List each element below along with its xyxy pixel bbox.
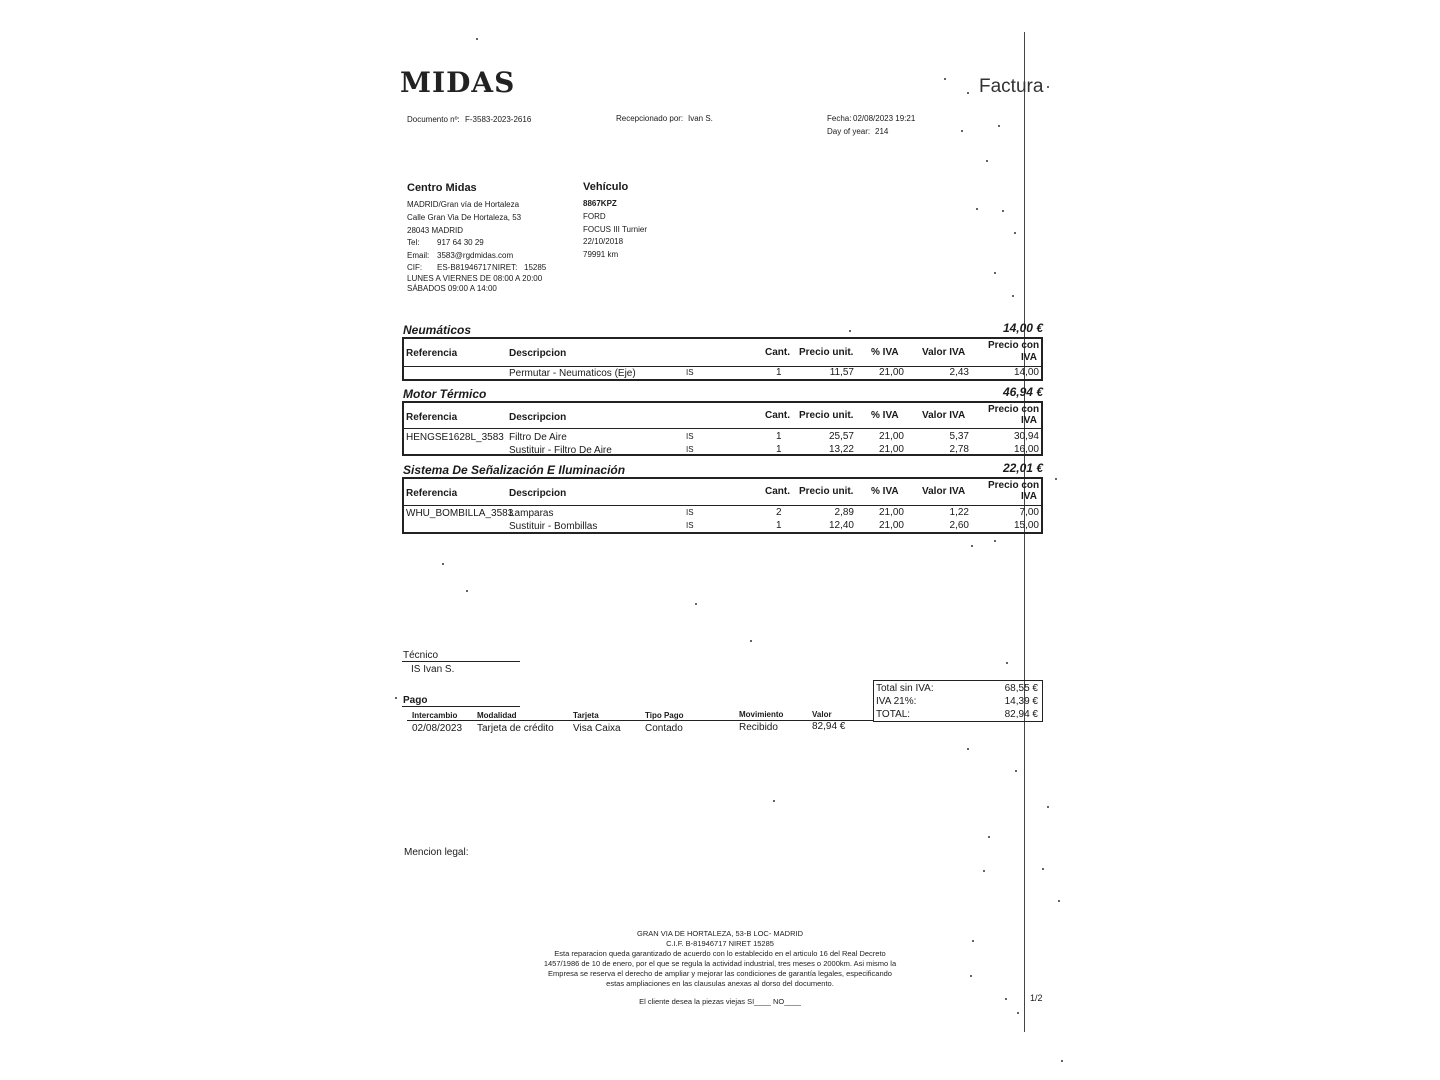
cif-label: CIF: (407, 263, 423, 272)
pago-valor: 82,94 € (812, 721, 846, 732)
scan-speck (849, 330, 851, 332)
pago-movimiento: Recibido (739, 722, 778, 733)
footer-legal-1: Esta reparacion queda garantizado de acuerdo con lo establecido en el articulo 16 del Real Decreto (554, 949, 886, 958)
scan-speck (1058, 900, 1060, 902)
pago-col-tarjeta: Tarjeta (573, 711, 599, 720)
row-code: IS (686, 508, 694, 517)
scan-speck (972, 940, 974, 942)
scan-speck (476, 38, 478, 40)
col-precio-con-iva: IVA (1021, 352, 1037, 363)
scan-speck (971, 545, 973, 547)
footer-piezas: El cliente desea la piezas viejas SI____ NO____ (639, 997, 801, 1006)
scan-speck (695, 603, 697, 605)
row-piva: 21,00 (878, 507, 904, 518)
row-piva: 21,00 (878, 520, 904, 531)
row-code: IS (686, 445, 694, 454)
col-precio: Precio unit. (799, 486, 854, 497)
tecnico-value: IS Ivan S. (411, 664, 455, 675)
col-cant: Cant. (765, 410, 790, 421)
email-value: 3583@rgdmidas.com (437, 251, 514, 260)
centro-line3: 28043 MADRID (407, 226, 464, 235)
row-total: 30,94 (1013, 431, 1039, 442)
row-precio: 12,40 (828, 520, 854, 531)
scan-speck (1002, 210, 1004, 212)
documento-label: Documento nº: (407, 115, 460, 124)
scan-speck (967, 92, 969, 94)
tecnico-underline (402, 661, 520, 662)
total-sin-iva-label: Total sin IVA: (876, 683, 934, 694)
row-desc: Filtro De Aire (509, 432, 567, 443)
scan-speck (773, 800, 775, 802)
row-desc: Sustituir - Filtro De Aire (509, 445, 612, 456)
tel-label: Tel: (407, 238, 420, 247)
pago-col-modalidad: Modalidad (477, 711, 517, 720)
scan-speck (750, 640, 752, 642)
dayofyear-value: 214 (875, 127, 889, 136)
pago-col-movimiento: Movimiento (739, 710, 784, 719)
page-number: 1/2 (1030, 993, 1043, 1003)
row-total: 14,00 (1013, 367, 1039, 378)
col-piva: % IVA (871, 410, 899, 421)
scan-speck (1015, 770, 1017, 772)
col-precio-con-iva: IVA (1021, 415, 1037, 426)
tecnico-label: Técnico (403, 650, 439, 661)
row-cant: 1 (776, 520, 782, 531)
footer-legal-2: 1457/1986 de 10 de enero, por el que se regula la actividad industrial, tres meses o 2000km. Asi mismo la (543, 959, 897, 968)
col-descripcion: Descripcion (509, 412, 567, 423)
scan-speck (994, 540, 996, 542)
row-code: IS (686, 368, 694, 377)
scan-speck (395, 697, 397, 699)
scan-speck (1047, 86, 1049, 88)
pago-label: Pago (403, 695, 428, 706)
col-cant: Cant. (765, 486, 790, 497)
pago-col-tipo: Tipo Pago (645, 711, 684, 720)
col-piva: % IVA (871, 347, 899, 358)
vehicle-model: FOCUS III Turnier (583, 225, 648, 234)
col-precio: Precio unit. (799, 347, 854, 358)
row-desc: Lamparas (509, 508, 554, 519)
col-descripcion: Descripcion (509, 348, 567, 359)
centro-line2: Calle Gran Via De Hortaleza, 53 (407, 213, 522, 222)
pago-modalidad: Tarjeta de crédito (477, 723, 554, 734)
col-precio-con: Precio con (988, 340, 1040, 351)
row-code: IS (686, 432, 694, 441)
footer-legal-4: estas ampliaciones en las clausulas anexas al dorso del documento. (606, 979, 834, 988)
items-table (402, 401, 1043, 456)
scan-speck (442, 563, 444, 565)
row-precio: 25,57 (828, 431, 854, 442)
scan-speck (1012, 295, 1014, 297)
iva-value: 14,39 € (1004, 696, 1038, 707)
niret-value: 15285 (524, 263, 547, 272)
pago-col-valor: Valor (812, 710, 832, 719)
midas-logo: MIDAS (400, 66, 516, 99)
row-piva: 21,00 (878, 444, 904, 455)
col-precio-con: Precio con (988, 480, 1040, 491)
vehicle-brand: FORD (583, 212, 606, 221)
recepcionado-label: Recepcionado por: (616, 114, 684, 123)
scan-speck (967, 748, 969, 750)
total-value: 82,94 € (1004, 709, 1038, 720)
row-valor: 2,78 (949, 444, 969, 455)
total-sin-iva-value: 68,55 € (1004, 683, 1038, 694)
cif-value: ES-B81946717 (437, 263, 492, 272)
col-cant: Cant. (765, 347, 790, 358)
row-valor: 2,43 (949, 367, 969, 378)
col-valor: Valor IVA (922, 410, 966, 421)
row-total: 15,00 (1013, 520, 1039, 531)
row-code: IS (686, 521, 694, 530)
documento-value: F-3583-2023-2616 (465, 115, 532, 124)
row-piva: 21,00 (878, 431, 904, 442)
row-total: 16,00 (1013, 444, 1039, 455)
col-valor: Valor IVA (922, 347, 966, 358)
pago-underline (402, 706, 520, 707)
scan-speck (983, 870, 985, 872)
iva-label: IVA 21%: (876, 696, 917, 707)
section-total: 22,01 € (1002, 461, 1043, 475)
row-precio: 2,89 (834, 507, 854, 518)
hours-saturday: SÁBADOS 09:00 A 14:00 (407, 284, 497, 293)
vehicle-date: 22/10/2018 (583, 237, 624, 246)
recepcionado-value: Ivan S. (688, 114, 713, 123)
section-total: 14,00 € (1002, 321, 1043, 335)
col-precio-con: Precio con (988, 404, 1040, 415)
pago-intercambio: 02/08/2023 (412, 723, 463, 734)
row-desc: Permutar - Neumaticos (Eje) (509, 368, 636, 379)
footer-address: GRAN VIA DE HORTALEZA, 53-B LOC- MADRID (636, 929, 803, 938)
row-precio: 13,22 (828, 444, 854, 455)
row-cant: 1 (776, 367, 782, 378)
col-referencia: Referencia (406, 488, 458, 499)
scan-speck (961, 130, 963, 132)
col-piva: % IVA (871, 486, 899, 497)
scan-speck (1006, 662, 1008, 664)
section-title: Motor Térmico (403, 387, 487, 401)
footer-legal-3: Empresa se reserva el derecho de ampliar y mejorar las condiciones de garantía legales, especificando (548, 969, 892, 978)
col-precio-con-iva: IVA (1021, 491, 1037, 502)
row-cant: 2 (776, 507, 782, 518)
section-title: Neumáticos (403, 323, 472, 337)
mencion-legal: Mencion legal: (404, 847, 469, 858)
totals-box (873, 680, 1043, 722)
items-table (402, 477, 1043, 534)
row-cant: 1 (776, 444, 782, 455)
scan-speck (1055, 478, 1057, 480)
scan-speck (1014, 232, 1016, 234)
scan-speck (466, 590, 468, 592)
centro-title: Centro Midas (407, 182, 477, 194)
section-title: Sistema De Señalización E Iluminación (403, 463, 626, 477)
pago-col-intercambio: Intercambio (412, 711, 458, 720)
col-precio: Precio unit. (799, 410, 854, 421)
vehicle-km: 79991 km (583, 250, 619, 259)
scan-speck (976, 208, 978, 210)
row-piva: 21,00 (878, 367, 904, 378)
row-ref: HENGSE1628L_3583 (406, 432, 504, 443)
col-referencia: Referencia (406, 348, 458, 359)
pago-tarjeta: Visa Caixa (573, 723, 621, 734)
row-ref: WHU_BOMBILLA_3583 (406, 508, 514, 519)
scan-speck (998, 125, 1000, 127)
fecha-label: Fecha: (827, 114, 852, 123)
niret-label: NIRET: (492, 263, 518, 272)
col-referencia: Referencia (406, 412, 458, 423)
scan-speck (970, 975, 972, 977)
scan-speck (994, 272, 996, 274)
document-title: Factura (979, 76, 1044, 97)
items-table (402, 337, 1043, 381)
email-label: Email: (407, 251, 430, 260)
scan-speck (944, 78, 946, 80)
scan-speck (1017, 1012, 1019, 1014)
row-total: 7,00 (1019, 507, 1039, 518)
scan-speck (986, 160, 988, 162)
dayofyear-label: Day of year: (827, 127, 871, 136)
row-valor: 1,22 (949, 507, 969, 518)
tel-value: 917 64 30 29 (437, 238, 484, 247)
scan-speck (988, 836, 990, 838)
scan-speck (1047, 806, 1049, 808)
col-valor: Valor IVA (922, 486, 966, 497)
pago-header-underline (407, 720, 873, 721)
total-label: TOTAL: (876, 709, 911, 720)
vehicle-plate: 8867KPZ (583, 199, 617, 208)
vehiculo-title: Vehículo (583, 181, 629, 193)
row-desc: Sustituir - Bombillas (509, 521, 598, 532)
col-descripcion: Descripcion (509, 488, 567, 499)
scan-speck (1042, 868, 1044, 870)
row-valor: 5,37 (949, 431, 969, 442)
scan-speck (1005, 998, 1007, 1000)
scan-speck (1061, 1060, 1063, 1062)
section-total: 46,94 € (1002, 385, 1043, 399)
centro-line1: MADRID/Gran vía de Hortaleza (407, 200, 520, 209)
footer-cif: C.I.F. B-81946717 NIRET 15285 (666, 939, 774, 948)
hours-weekday: LUNES A VIERNES DE 08:00 A 20:00 (407, 274, 543, 283)
fecha-value: 02/08/2023 19:21 (853, 114, 916, 123)
row-valor: 2,60 (949, 520, 969, 531)
row-precio: 11,57 (829, 367, 854, 378)
pago-tipo: Contado (645, 723, 683, 734)
row-cant: 1 (776, 431, 782, 442)
